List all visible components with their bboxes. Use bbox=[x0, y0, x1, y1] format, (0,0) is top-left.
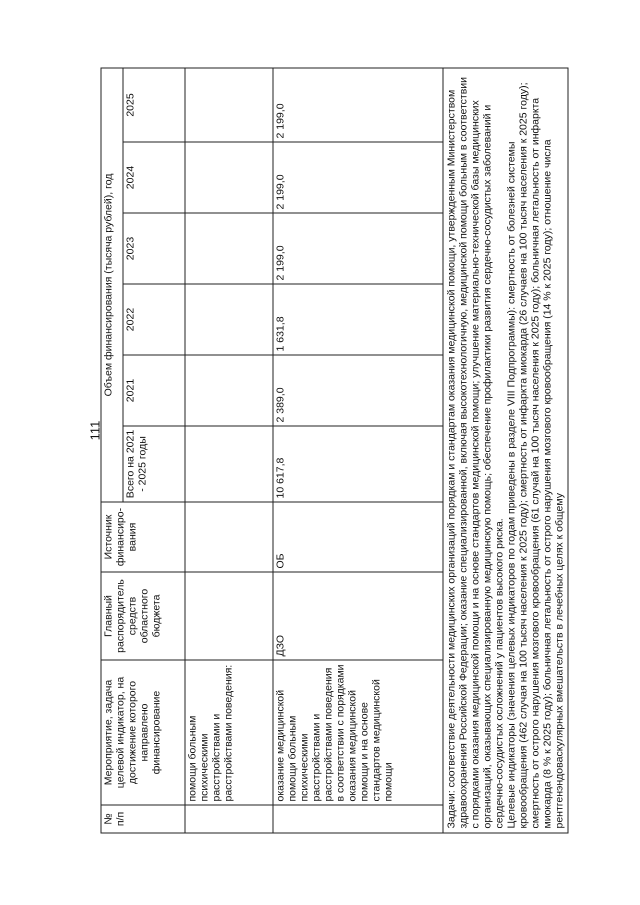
header-manager: Главный распорядитель средств областного бюджета bbox=[101, 572, 185, 660]
header-row-1 bbox=[101, 67, 123, 832]
header-year-2024: 2024 bbox=[123, 142, 185, 213]
tasks-text: Задачи: соответствие деятельности медицинских организаций порядкам и стандартам оказания медицинской помощи, утвержденным Министерством здравоохранения Российской Федерации; оказание специализированной, включая высокотехнологичную, медицинской помощи больным в соответствии с порядками оказания медицинской помощи и на основе стандартов медицинской помощи; улучшение материально-технической базы медицинских организаций, оказывающих специализированную медицинскую помощь; обеспечение профилактики развития сердечно-сосудистых заболеваний и сердечно-сосудистых осложнений у пациентов высокого риска. bbox=[445, 76, 505, 828]
header-year-2023: 2023 bbox=[123, 213, 185, 284]
row-value-2024: 2 199,0 bbox=[273, 142, 443, 213]
row-value-2021: 2 389,0 bbox=[273, 355, 443, 426]
header-total: Всего на 2021 - 2025 годы bbox=[123, 426, 185, 502]
financing-table bbox=[100, 67, 568, 833]
tasks-row bbox=[443, 67, 568, 832]
rotated-table-sheet bbox=[100, 68, 620, 833]
row-num bbox=[273, 805, 443, 833]
row-source: ОБ bbox=[273, 502, 443, 572]
row-value-2023: 2 199,0 bbox=[273, 213, 443, 284]
row-total: 10 617,8 bbox=[273, 426, 443, 502]
row-value-2025 bbox=[185, 67, 273, 141]
header-source: Источник финансиро-вания bbox=[101, 502, 185, 572]
row-value-2024 bbox=[185, 142, 273, 213]
tasks-cell bbox=[443, 67, 568, 832]
row-manager: ДЗО bbox=[273, 572, 443, 660]
row-activity: оказание медицинской помощи больным психическими расстройствами и расстройствами поведения в соответствии с порядками оказания медицинской помощи и на основе стандартов медицинской помощи bbox=[273, 660, 443, 805]
row-total bbox=[185, 426, 273, 502]
header-year-2022: 2022 bbox=[123, 284, 185, 355]
table-row bbox=[185, 67, 273, 832]
page-number: 111 bbox=[87, 420, 103, 441]
table-row bbox=[273, 67, 443, 832]
row-value-2022: 1 631,8 bbox=[273, 284, 443, 355]
row-value-2025: 2 199,0 bbox=[273, 67, 443, 141]
indicators-text: Целевые индикаторы (значения целевых индикаторов по годам приведены в разделе VIII Подпрограммы): смертность от болезней системы кровообращения (462 случая на 100 тысяч населения к 2025 году); смертность от инфаркта миокарда (26 случаев на 100 тысяч населения к 2025 году); смертность от острого нарушения мозгового кровообращения (61 случай на 100 тысяч населения к 2025 году); больничная летальность от инфаркта миокарда (8 % к 2025 году); больничная летальность от острого нарушения мозгового кровообращения (14 % к 2025 году); отношение числа рентгенэндоваскулярных вмешательств в лечебных целях к общему bbox=[505, 82, 565, 828]
row-activity: помощи больным психическими расстройствами и расстройствами поведения: bbox=[185, 660, 273, 805]
row-value-2021 bbox=[185, 355, 273, 426]
row-manager bbox=[185, 572, 273, 660]
header-year-2025: 2025 bbox=[123, 67, 185, 141]
header-num: № п/п bbox=[101, 805, 185, 833]
row-num bbox=[185, 805, 273, 833]
row-source bbox=[185, 502, 273, 572]
header-activity: Мероприятие, задача целевой индикатор, на достижение которого направлено финансирование bbox=[101, 660, 185, 805]
header-volume: Объем финансирования (тысяча рублей), год bbox=[101, 67, 123, 501]
row-value-2022 bbox=[185, 284, 273, 355]
row-value-2023 bbox=[185, 213, 273, 284]
header-year-2021: 2021 bbox=[123, 355, 185, 426]
